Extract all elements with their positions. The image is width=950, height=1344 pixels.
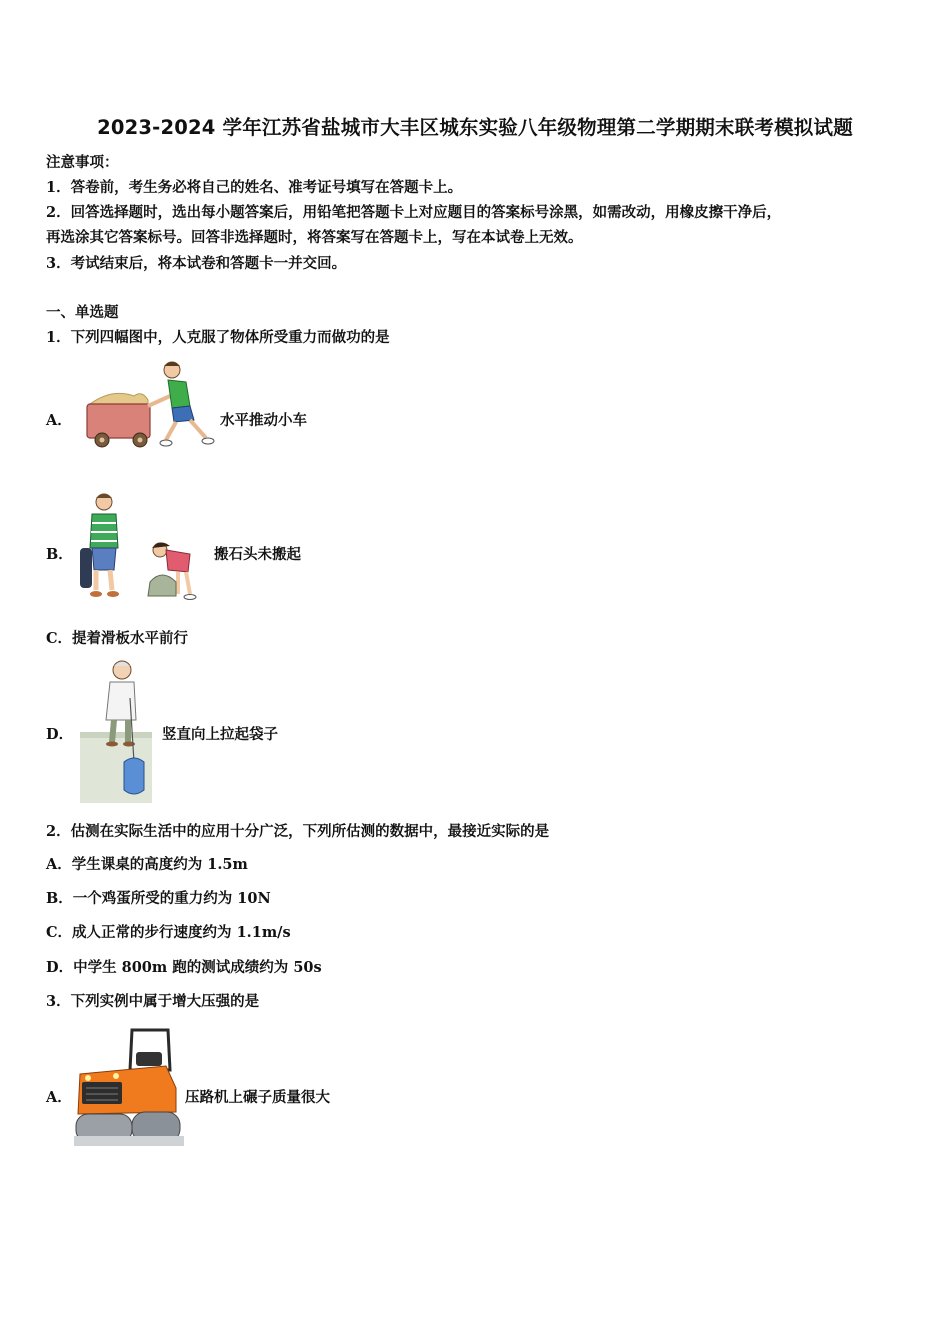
notes-item-3: 3．考试结束后，将本试卷和答题卡一并交回。 xyxy=(46,255,347,272)
notes-heading: 注意事项： xyxy=(46,154,119,171)
q3-option-a-letter: A． xyxy=(46,1089,72,1106)
q1-option-d-letter: D． xyxy=(46,726,74,743)
q2-option-d: D．中学生 800m 跑的测试成绩约为 50s xyxy=(46,959,322,976)
question-2-stem: 2．估测在实际生活中的应用十分广泛，下列所估测的数据中，最接近实际的是 xyxy=(46,823,550,840)
lifting-stone-image xyxy=(78,490,211,605)
notes-item-2: 2．回答选择题时，选出每小题答案后，用铅笔把答题卡上对应题目的答案标号涂黑，如需改动，用橡皮擦干净后， xyxy=(46,204,782,221)
page-title: 2023-2024 学年江苏省盐城市大丰区城东实验八年级物理第二学期期末联考模拟试题 xyxy=(97,116,853,139)
pushing-cart-image xyxy=(82,360,217,452)
q1-option-c: C．提着滑板水平前行 xyxy=(46,630,189,647)
q2-option-c: C．成人正常的步行速度约为 1.1m/s xyxy=(46,924,291,941)
q1-option-b-text: 搬石头未搬起 xyxy=(214,546,301,563)
q1-option-d-text: 竖直向上拉起袋子 xyxy=(162,726,278,743)
section-heading: 一、单选题 xyxy=(46,304,119,321)
question-1-stem: 1．下列四幅图中，人克服了物体所受重力而做功的是 xyxy=(46,329,390,346)
question-3-stem: 3．下列实例中属于增大压强的是 xyxy=(46,993,260,1010)
q1-option-a-letter: A． xyxy=(46,412,72,429)
q1-option-b-letter: B． xyxy=(46,546,73,563)
road-roller-image xyxy=(74,1026,184,1146)
q1-option-a-text: 水平推动小车 xyxy=(220,412,307,429)
notes-item-1: 1．答卷前，考生务必将自己的姓名、准考证号填写在答题卡上。 xyxy=(46,179,463,196)
notes-item-2-cont: 再选涂其它答案标号。回答非选择题时，将答案写在答题卡上，写在本试卷上无效。 xyxy=(46,229,583,246)
q2-option-b: B．一个鸡蛋所受的重力约为 10N xyxy=(46,890,271,907)
q2-option-a: A．学生课桌的高度约为 1.5m xyxy=(46,856,248,873)
lifting-bag-image xyxy=(78,658,156,803)
q3-option-a-text: 压路机上碾子质量很大 xyxy=(185,1089,330,1106)
